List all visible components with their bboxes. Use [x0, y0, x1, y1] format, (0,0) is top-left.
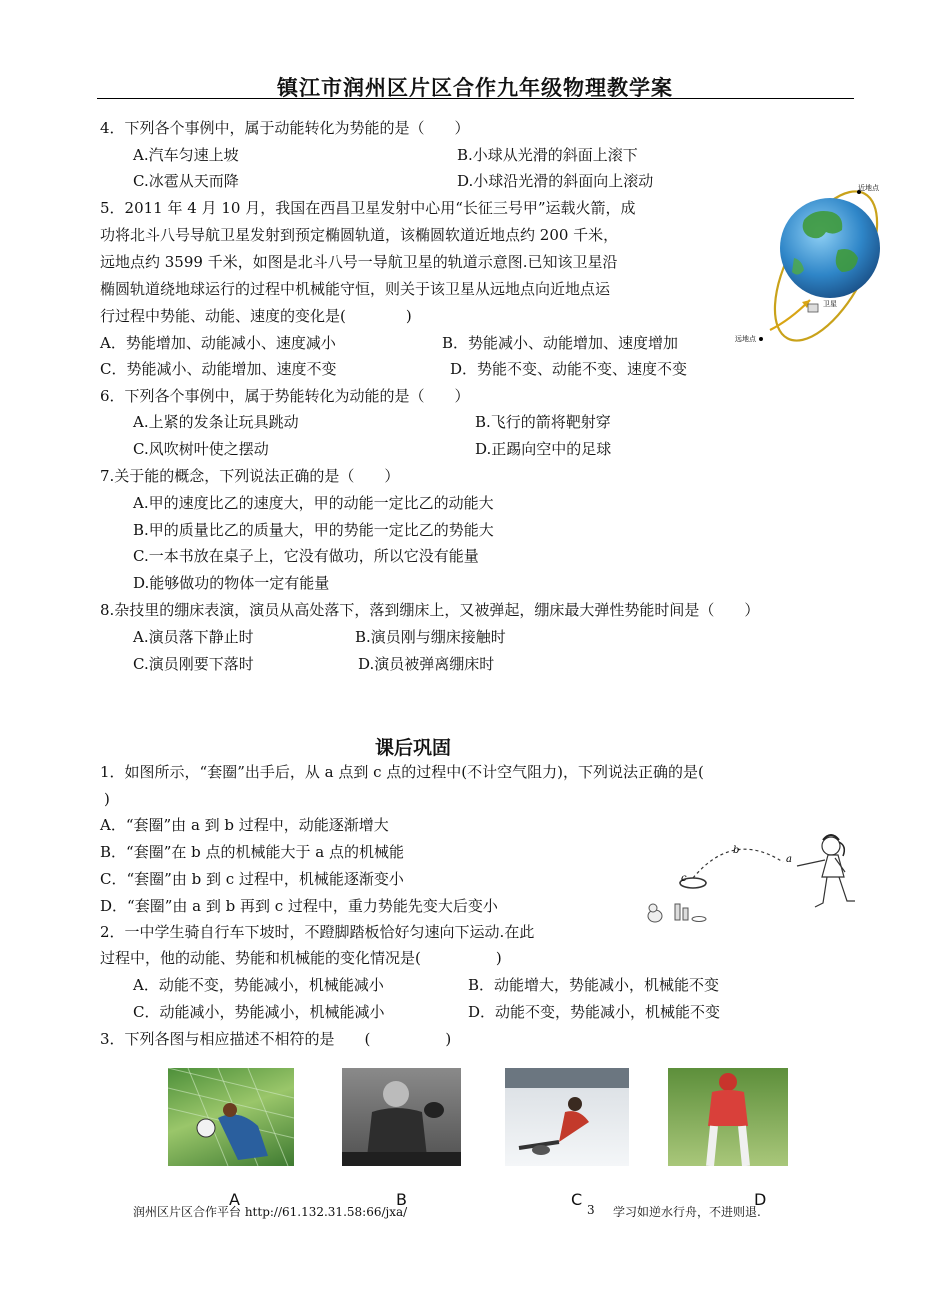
q6-option-c: C.风吹树叶使之摆动: [133, 440, 269, 458]
p2-option-b: B．动能增大，势能减小，机械能不变: [468, 976, 720, 994]
photo-label-d: D: [754, 1190, 767, 1209]
p1-option-d: D．“套圈”由 a 到 b 再到 c 过程中，重力势能先变大后变小: [100, 897, 498, 915]
footer-motto: 学习如逆水行舟，不进则退.: [613, 1205, 761, 1219]
header-divider: [97, 98, 854, 99]
q4-stem: 4．下列各个事例中，属于动能转化为势能的是（ ）: [100, 119, 470, 137]
photo-label-b: B: [396, 1190, 407, 1209]
q6-option-d: D.正踢向空中的足球: [475, 440, 612, 458]
q4-option-c: C.冰雹从天而降: [133, 172, 239, 190]
p2-option-c: C．动能减小，势能减小，机械能减小: [133, 1003, 385, 1021]
q5-line1: 5．2011 年 4 月 10 月，我国在西昌卫星发射中心用“长征三号甲”运载火箭，成: [100, 199, 636, 217]
photo-goalkeeper: [168, 1068, 294, 1166]
apogee-label: 远地点: [735, 335, 756, 343]
p2-option-a: A．动能不变，势能减小，机械能减小: [133, 976, 384, 994]
photo-label-a: A: [229, 1190, 240, 1209]
point-a-label: a: [786, 854, 792, 865]
photo-table-tennis: [342, 1068, 461, 1166]
satellite-label: 卫星: [823, 300, 837, 308]
q5-option-a: A．势能增加、动能减小、速度减小: [100, 334, 336, 352]
q5-option-c: C．势能减小、动能增加、速度不变: [100, 360, 337, 378]
table-tennis-image: [342, 1068, 461, 1166]
p1-line2: ): [104, 790, 110, 808]
baseball-image: [668, 1068, 788, 1166]
q6-option-b: B.飞行的箭将靶射穿: [475, 413, 611, 431]
q5-line4: 椭圆轨道绕地球运行的过程中机械能守恒，则关于该卫星从远地点向近地点运: [100, 280, 611, 298]
target-pegs-icon: [675, 904, 706, 922]
satellite-icon: [808, 304, 818, 312]
satellite-orbit-figure: [734, 180, 894, 350]
goalkeeper-image: [168, 1068, 294, 1166]
p1-option-b: B．“套圈”在 b 点的机械能大于 a 点的机械能: [100, 843, 404, 861]
q4-option-b: B.小球从光滑的斜面上滚下: [457, 146, 638, 164]
photo-baseball: [668, 1068, 788, 1166]
section-title: 课后巩固: [375, 737, 452, 759]
point-b-label: b: [733, 845, 740, 856]
q5-line5: 行过程中势能、动能、速度的变化是( ): [100, 307, 412, 325]
q5-line3: 远地点约 3599 千米，如图是北斗八号一导航卫星的轨道示意图.已知该卫星沿: [100, 253, 618, 271]
curling-image: [505, 1068, 629, 1166]
dog-icon: [648, 904, 662, 922]
page-title: 镇江市润州区片区合作九年级物理教学案: [277, 76, 673, 100]
q8-stem: 8.杂技里的绷床表演，演员从高处落下，落到绷床上，又被弹起，绷床最大弹性势能时间是（ ）: [100, 601, 760, 619]
q7-stem: 7.关于能的概念，下列说法正确的是（ ）: [100, 467, 400, 485]
q6-stem: 6．下列各个事例中，属于势能转化为动能的是（ ）: [100, 387, 470, 405]
perigee-label: 近地点: [858, 184, 879, 192]
q7-option-c: C.一本书放在桌子上，它没有做功，所以它没有能量: [133, 547, 479, 565]
p1-option-c: C．“套圈”由 b 到 c 过程中，机械能逐渐变小: [100, 870, 404, 888]
q7-option-d: D.能够做功的物体一定有能量: [133, 574, 330, 592]
q5-line2: 功将北斗八号导航卫星发射到预定椭圆轨道，该椭圆软道近地点约 200 千米，: [100, 226, 619, 244]
q7-option-b: B.甲的质量比乙的质量大，甲的势能一定比乙的势能大: [133, 521, 494, 539]
q6-option-a: A.上紧的发条让玩具跳动: [133, 413, 299, 431]
footer-page-number: 3: [587, 1203, 595, 1217]
point-c-label: c: [681, 873, 687, 884]
photo-curling: [505, 1068, 629, 1166]
q8-option-d: D.演员被弹离绷床时: [358, 655, 495, 673]
footer-platform-link: 润州区片区合作平台 http://61.132.31.58:66/jxa/: [133, 1205, 408, 1219]
q5-option-b: B．势能减小、动能增加、速度增加: [442, 334, 679, 352]
ring-toss-figure: [643, 828, 861, 934]
q7-option-a: A.甲的速度比乙的速度大，甲的动能一定比乙的动能大: [133, 494, 494, 512]
girl-figure: [797, 835, 855, 907]
p3-stem: 3．下列各图与相应描述不相符的是 ( ): [100, 1030, 452, 1048]
q5-option-d: D．势能不变、动能不变、速度不变: [450, 360, 688, 378]
photo-label-c: C: [571, 1190, 583, 1209]
q8-option-b: B.演员刚与绷床接触时: [355, 628, 506, 646]
q8-option-a: A.演员落下静止时: [133, 628, 254, 646]
q4-option-d: D.小球沿光滑的斜面向上滚动: [457, 172, 654, 190]
p1-line1: 1．如图所示，“套圈”出手后，从 a 点到 c 点的过程中(不计空气阻力)，下列说法正确的是(: [100, 763, 704, 781]
p2-option-d: D．动能不变，势能减小，机械能不变: [468, 1003, 721, 1021]
apogee-point: [759, 337, 763, 341]
p2-line1: 2．一中学生骑自行车下坡时，不蹬脚踏板恰好匀速向下运动.在此: [100, 923, 535, 941]
q8-option-c: C.演员刚要下落时: [133, 655, 254, 673]
p1-option-a: A．“套圈”由 a 到 b 过程中，动能逐渐增大: [100, 816, 389, 834]
q4-option-a: A.汽车匀速上坡: [133, 146, 239, 164]
p2-line2: 过程中，他的动能、势能和机械能的变化情况是( ): [100, 949, 502, 967]
